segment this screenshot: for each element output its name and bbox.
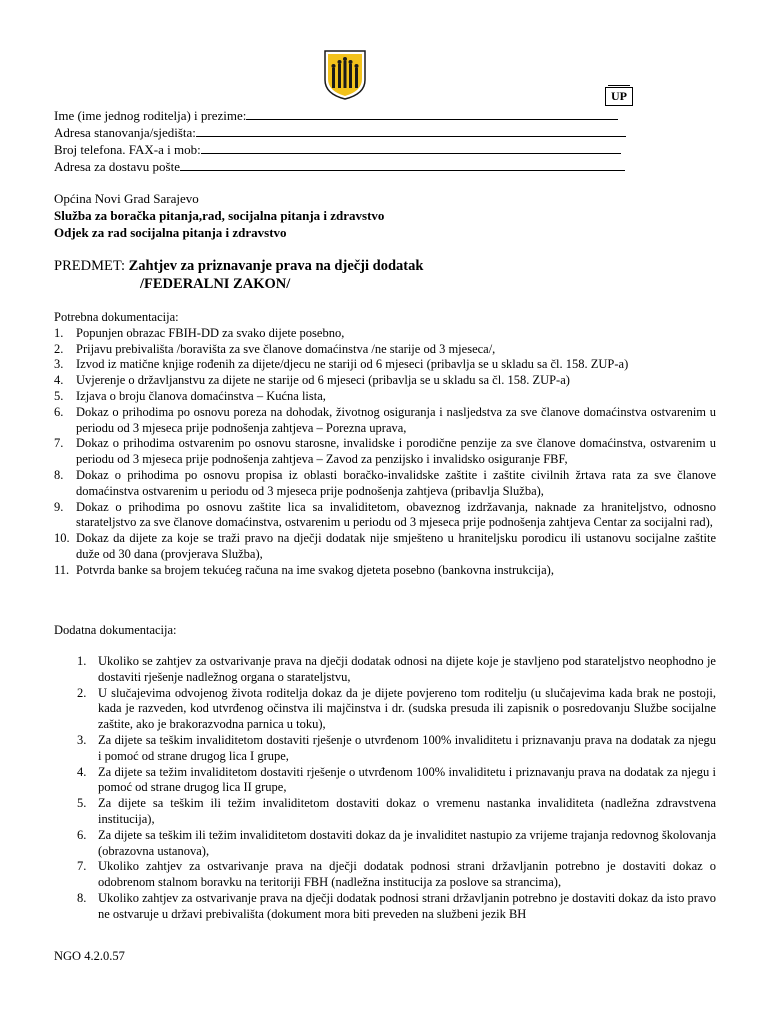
list-item-number: 2. [77, 685, 87, 700]
list-item-number: 10. [54, 531, 70, 546]
field-name [54, 107, 654, 124]
list-item [77, 859, 716, 891]
form-footer-code: NGO 4.2.0.57 [54, 949, 125, 963]
list-item [54, 405, 716, 437]
list-item-number: 3. [77, 732, 87, 747]
list-item [54, 373, 716, 389]
list-item [77, 828, 716, 860]
list-item-number: 7. [54, 436, 64, 451]
list-item [54, 342, 716, 358]
applicant-fields [54, 107, 654, 175]
list-item-text: Uvjerenje o državljanstvu za dijete ne starije od 6 mjeseci (pribavlja se u skladu sa čl. 158. ZUP-a) [76, 373, 570, 388]
list-item [77, 796, 716, 828]
list-item [77, 733, 716, 765]
list-item-number: 4. [54, 373, 64, 388]
list-item-text: Za dijete sa teškim ili težim invaliditetom dostaviti dokaz da je invaliditet nastupio za vrijeme trajanja redovnog školovanja (obrazovna ustanova), [98, 827, 716, 858]
field-mail-address [54, 158, 654, 175]
subject-line-1 [54, 257, 423, 275]
list-item-number: 8. [54, 467, 64, 482]
subject-title-line-2: /FEDERALNI ZAKON/ [140, 276, 291, 292]
field-name-input[interactable] [246, 118, 618, 120]
list-item-text: Izvod iz matične knjige rođenih za dijete/djecu ne stariji od 6 mjeseci (pribavlja se u skladu sa čl. 158. ZUP-a) [76, 357, 629, 372]
list-item [54, 500, 716, 532]
list-item [54, 531, 716, 563]
subject-block [54, 257, 423, 293]
form-code: UP [611, 89, 627, 103]
list-item [77, 654, 716, 686]
list-item-number: 8. [77, 890, 87, 905]
list-item-number: 1. [77, 654, 87, 668]
field-address-label: Adresa stanovanja/sjedišta: [54, 125, 196, 140]
recipient-municipality: Općina Novi Grad Sarajevo [54, 191, 199, 206]
list-item-number: 5. [54, 388, 64, 403]
field-name-label: Ime (ime jednog roditelja) i prezime: [54, 108, 247, 123]
list-item-number: 7. [77, 859, 87, 874]
list-item-number: 9. [54, 499, 64, 514]
list-item-number: 6. [77, 827, 87, 842]
additional-docs-title: Dodatna dokumentacija: [54, 623, 177, 637]
list-item [54, 389, 716, 405]
list-item-text: Za dijete sa teškim ili težim invaliditetom dostaviti dokaz o vremenu nastanka invaliditeta (nadležna zdravstvena institucija), [98, 796, 716, 826]
list-item-number: 1. [54, 325, 64, 340]
list-item-text: Za dijete sa teškim invaliditetom dostaviti rješenje o utvrđenom 100% invaliditetu i priznavanju prava na dodatak za njegu i pomoć od strane drugog lica I grupe, [98, 732, 716, 763]
list-item-text: Dokaz o prihodima ostvarenim po osnovu starosne, invalidske i porodične penzije za sve članove domaćinstva, ostvarenim u periodu od 3 mjeseca prije podnošenja zahtjeva – Zavod za penzijsko i invalidsko osiguranje FBF, [76, 436, 716, 467]
list-item [77, 891, 716, 923]
list-item-text: Prijavu prebivališta /boravišta za sve članove domaćinstva /ne starije od 3 mjeseca/, [76, 341, 496, 356]
list-item-text: Za dijete sa težim invaliditetom dostaviti rješenje o utvrđenom 100% invaliditetu i priznavanju prava na dodatak za njegu i pomoć od strane drugog lica II grupe, [98, 764, 716, 795]
list-item-text: U slučajevima odvojenog života roditelja dokaz da je dijete povjereno tom roditelju (u slučajevima kada brak ne postoji, kada je razveden, kod utvrđenog očinstva ili majčinstva i dr. (sudska presuda ili zapisnik o posredovanju Službe socijalne zaštite, ako je brakorazvodna parnica u toku), [98, 685, 716, 732]
list-item-text: Ukoliko zahtjev za ostvarivanje prava na dječji dodatak podnosi strani državljanin potrebno je dostaviti dokaz da isto pravo ne ostvaruje u državi prebivališta (dokument mora biti preveden na službeni jezik BH [98, 890, 716, 921]
list-item [77, 765, 716, 797]
form-code-box [605, 87, 633, 106]
additional-docs-list [77, 654, 716, 923]
field-phone-input[interactable] [201, 152, 621, 154]
list-item-number: 4. [77, 764, 87, 779]
list-item-text: Dokaz da dijete za koje se traži pravo na dječji dodatak nije smješteno u hraniteljsku porodicu ili ustanovu socijalne zaštite duže od 30 dana (provjerava Služba), [76, 531, 716, 561]
required-docs-list [54, 326, 716, 579]
recipient-department: Odjek za rad socijalna pitanja i zdravstvo [54, 225, 287, 240]
field-address [54, 124, 654, 141]
field-address-input[interactable] [196, 135, 626, 137]
required-docs-section [54, 310, 716, 579]
field-mail-address-label: Adresa za dostavu pošte [54, 159, 180, 174]
field-phone [54, 141, 654, 158]
list-item-text: Ukoliko se zahtjev za ostvarivanje prava na dječji dodatak odnosi na dijete koje je stavljeno pod starateljstvo neophodno je dostaviti rješenje nadležnog organa o starateljstvu, [98, 654, 716, 684]
list-item [54, 468, 716, 500]
list-item-text: Dokaz o prihodima po osnovu poreza na dohodak, životnog osiguranja i nasljedstva za sve članove domaćinstva ostvarenim u periodu od 3 mjeseca prije podnošenja zahtjeva – Porezna uprava, [76, 404, 716, 435]
recipient-service: Služba za boračka pitanja,rad, socijalna pitanja i zdravstvo [54, 208, 385, 223]
list-item [54, 436, 716, 468]
list-item [54, 357, 716, 373]
list-item-number: 3. [54, 357, 64, 372]
subject-title: Zahtjev za priznavanje prava na dječji dodatak [128, 258, 424, 274]
recipient-block [54, 190, 384, 241]
list-item-number: 5. [77, 796, 87, 811]
list-item-text: Potvrda banke sa brojem tekućeg računa na ime svakog djeteta posebno (bankovna instrukcija), [76, 562, 554, 577]
required-docs-title: Potrebna dokumentacija: [54, 310, 179, 324]
list-item-number: 6. [54, 404, 64, 419]
subject-prefix: PREDMET: [54, 258, 125, 274]
list-item [77, 686, 716, 733]
field-phone-label: Broj telefona. FAX-a i mob: [54, 142, 201, 157]
field-mail-address-input[interactable] [180, 169, 625, 171]
list-item [54, 563, 716, 579]
list-item-text: Ukoliko zahtjev za ostvarivanje prava na dječji dodatak podnosi strani državljanin potrebno je dostaviti dokaz o odobrenom stalnom boravku na teritoriji FBH (nadležna institucija za poslove sa strancima), [98, 859, 716, 890]
additional-docs-section [77, 654, 716, 923]
list-item-number: 11. [54, 562, 70, 577]
municipality-crest-icon [324, 50, 366, 100]
list-item-text: Dokaz o prihodima po osnovu zaštite lica sa invaliditetom, obaveznog izdržavanja, naknade za hraniteljstvo, odnosno starateljstvo za sve članove domaćinstva, ostvarenim u periodu od 3 mjeseca prije podnošenja zahtjeva Centar za socijalni rad), [76, 499, 716, 530]
list-item-text: Popunjen obrazac FBIH-DD za svako dijete posebno, [76, 325, 345, 340]
list-item-text: Dokaz o prihodima po osnovu propisa iz oblasti boračko-invalidske zaštite i zaštite civilnih žrtava rata za sve članove domaćinstva ostvarenim u periodu od 3 mjeseca prije podnošenja zahtjeva (pribavlja Služba), [76, 467, 716, 498]
list-item [54, 326, 716, 342]
list-item-number: 2. [54, 341, 64, 356]
list-item-text: Izjava o broju članova domaćinstva – Kućna lista, [76, 388, 326, 403]
